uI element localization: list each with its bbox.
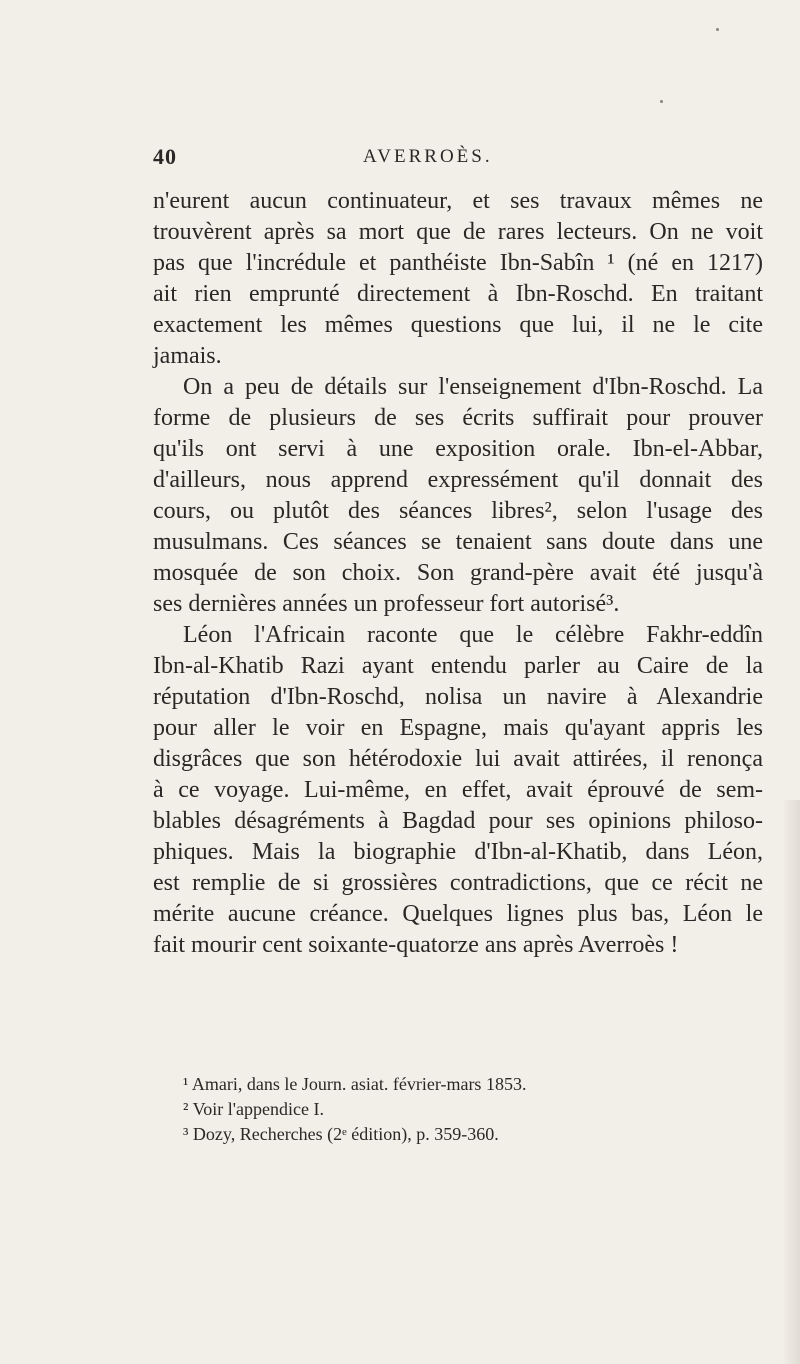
text-line: cours, ou plutôt des séances libres², selon l'usage des <box>153 498 763 524</box>
footnote: ³ Dozy, Recherches (2ᵉ édition), p. 359-360. <box>183 1124 499 1144</box>
text-line: fait mourir cent soixante-quatorze ans après Averroès ! <box>153 932 679 958</box>
footnotes <box>153 1072 763 1147</box>
body-text <box>153 186 763 961</box>
footnote: ¹ Amari, dans le Journ. asiat. février-mars 1853. <box>183 1074 527 1094</box>
text-line: qu'ils ont servi à une exposition orale. Ibn-el-Abbar, <box>153 436 763 462</box>
text-line: à ce voyage. Lui-même, en effet, avait éprouvé de sem- <box>153 777 763 803</box>
text-line: d'ailleurs, nous apprend expressément qu'il donnait des <box>153 467 763 493</box>
text-line: mosquée de son choix. Son grand-père avait été jusqu'à <box>153 560 763 586</box>
paper-speck <box>660 100 663 103</box>
text-line: n'eurent aucun continuateur, et ses travaux mêmes ne <box>153 188 763 214</box>
running-head: AVERROÈS. <box>363 146 493 167</box>
text-line: exactement les mêmes questions que lui, il ne le cite <box>153 312 763 338</box>
text-line: On a peu de détails sur l'enseignement d'Ibn-Roschd. La <box>183 374 763 400</box>
text-line: blables désagréments à Bagdad pour ses opinions philoso- <box>153 808 763 834</box>
text-line: réputation d'Ibn-Roschd, nolisa un navire à Alexandrie <box>153 684 763 710</box>
text-line: trouvèrent après sa mort que de rares lecteurs. On ne voit <box>153 219 763 245</box>
text-line: ses dernières années un professeur fort autorisé³. <box>153 591 620 617</box>
paper-speck <box>716 28 719 31</box>
text-line: disgrâces que son hétérodoxie lui avait attirées, il renonça <box>153 746 763 772</box>
text-line: phiques. Mais la biographie d'Ibn-al-Khatib, dans Léon, <box>153 839 763 865</box>
page-edge-shadow <box>782 800 800 1364</box>
text-line: Ibn-al-Khatib Razi ayant entendu parler au Caire de la <box>153 653 763 679</box>
text-line: mérite aucune créance. Quelques lignes plus bas, Léon le <box>153 901 763 927</box>
text-line: Léon l'Africain raconte que le célèbre Fakhr-eddîn <box>183 622 763 648</box>
text-line: jamais. <box>153 343 222 369</box>
text-line: pas que l'incrédule et panthéiste Ibn-Sabîn ¹ (né en 1217) <box>153 250 763 276</box>
page-number: 40 <box>153 144 177 169</box>
footnote: ² Voir l'appendice I. <box>183 1099 324 1119</box>
text-line: musulmans. Ces séances se tenaient sans doute dans une <box>153 529 763 555</box>
text-line: forme de plusieurs de ses écrits suffirait pour prouver <box>153 405 763 431</box>
text-line: est remplie de si grossières contradictions, que ce récit ne <box>153 870 763 896</box>
page-header <box>153 140 763 174</box>
text-line: ait rien emprunté directement à Ibn-Roschd. En traitant <box>153 281 763 307</box>
text-line: pour aller le voir en Espagne, mais qu'ayant appris les <box>153 715 763 741</box>
